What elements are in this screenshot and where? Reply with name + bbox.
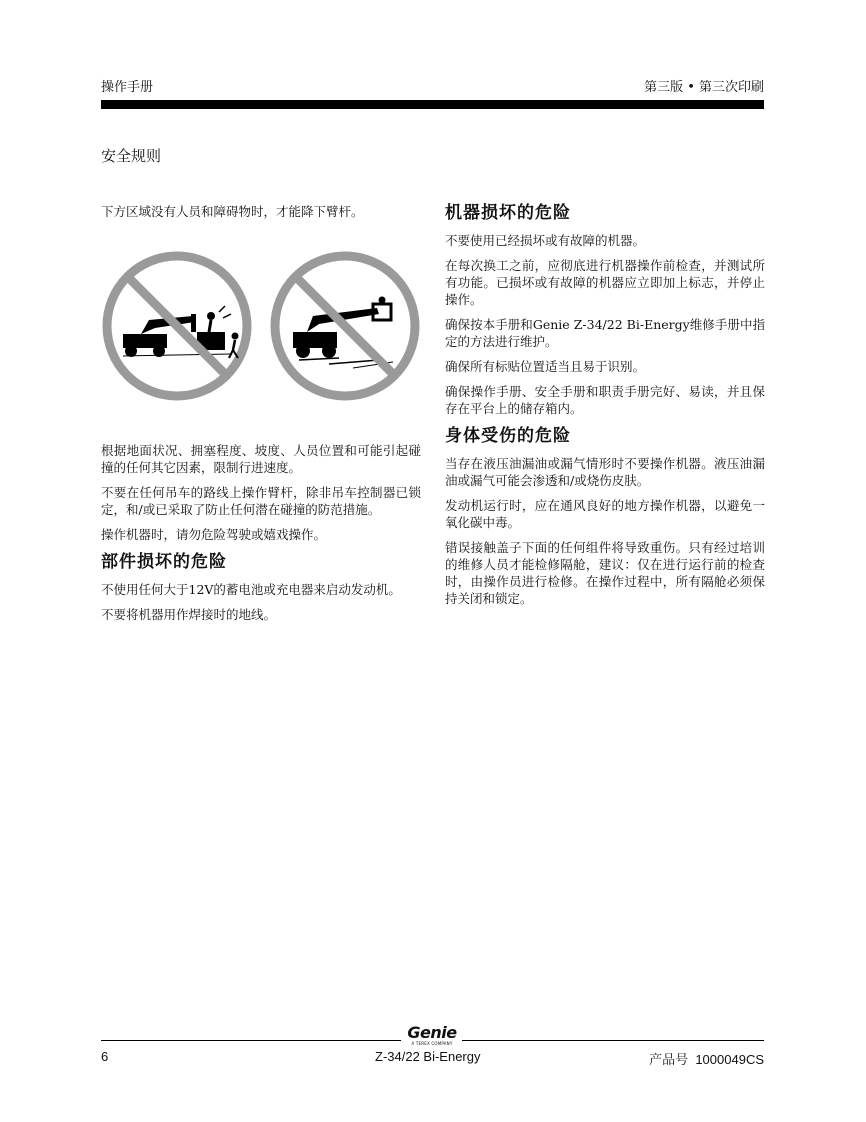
footer-rule-right xyxy=(462,1040,764,1041)
compartment-text: 错误接触盖子下面的任何组件将导致重伤。只有经过培训的维修人员才能检修隔舱，建议：仅在进行运行前的检查时，由操作员进行检修。在操作过程中，所有隔舱必须保持关闭和锁定。 xyxy=(445,540,765,606)
logo-word: Genie xyxy=(407,1023,457,1042)
part-number-value: 1000049CS xyxy=(695,1052,764,1067)
no-lower-boom-on-people-icon xyxy=(101,250,253,402)
machine-damage-heading: 机器损坏的危险 xyxy=(445,203,571,223)
section-title: 安全规则 xyxy=(101,147,162,165)
footer-model: Z-34/22 Bi-Energy xyxy=(375,1049,481,1064)
left-column xyxy=(101,203,421,631)
boom-lowering-text: 下方区域没有人员和障碍物时，才能降下臂杆。 xyxy=(101,204,364,219)
prohibition-illustrations xyxy=(101,250,421,400)
genie-logo xyxy=(404,1025,460,1046)
logo-subtitle: A TEREX COMPANY xyxy=(411,1041,453,1046)
crane-path-text: 不要在任何吊车的路线上操作臂杆，除非吊车控制器已锁定，和/或已采取了防止任何潜在碰撞的防范措施。 xyxy=(101,485,421,517)
no-horseplay-text: 操作机器时，请勿危险驾驶或嬉戏操作。 xyxy=(101,527,327,542)
header-edition: 第三版 • 第三次印刷 xyxy=(644,80,764,95)
page-number: 6 xyxy=(101,1049,109,1064)
bodily-injury-heading: 身体受伤的危险 xyxy=(445,426,571,446)
welding-ground-text: 不要将机器用作焊接时的地线。 xyxy=(101,607,277,622)
travel-speed-text: 根据地面状况、拥塞程度、坡度、人员位置和可能引起碰撞的任何其它因素，限制行进速度。 xyxy=(101,443,421,475)
right-column xyxy=(445,202,765,615)
footer-rule-left xyxy=(101,1040,401,1041)
part-number-label: 产品号 xyxy=(649,1053,689,1068)
footer-part-number xyxy=(649,1049,764,1068)
header-manual-title: 操作手册 xyxy=(101,80,154,95)
battery-text: 不使用任何大于12V的蓄电池或充电器来启动发动机。 xyxy=(101,582,401,597)
component-damage-heading: 部件损坏的危险 xyxy=(101,552,227,572)
pre-operation-check-text: 在每次换工之前，应彻底进行机器操作前检查，并测试所有功能。已损坏或有故障的机器应立即加上标志，并停止操作。 xyxy=(445,258,765,307)
manuals-storage-text: 确保操作手册、安全手册和职责手册完好、易读，并且保存在平台上的储存箱内。 xyxy=(445,384,765,416)
no-drive-boom-into-obstacle-icon xyxy=(269,250,421,402)
damaged-machine-text: 不要使用已经损坏或有故障的机器。 xyxy=(445,233,646,248)
decals-text: 确保所有标贴位置适当且易于识别。 xyxy=(445,359,646,374)
ventilation-text: 发动机运行时，应在通风良好的地方操作机器，以避免一氧化碳中毒。 xyxy=(445,498,765,530)
maintenance-text: 确保按本手册和Genie Z-34/22 Bi-Energy维修手册中指定的方法进行维护。 xyxy=(445,317,765,349)
header-rule xyxy=(101,100,764,109)
hydraulic-leak-text: 当存在液压油漏油或漏气情形时不要操作机器。液压油漏油或漏气可能会渗透和/或烧伤皮肤。 xyxy=(445,456,765,488)
